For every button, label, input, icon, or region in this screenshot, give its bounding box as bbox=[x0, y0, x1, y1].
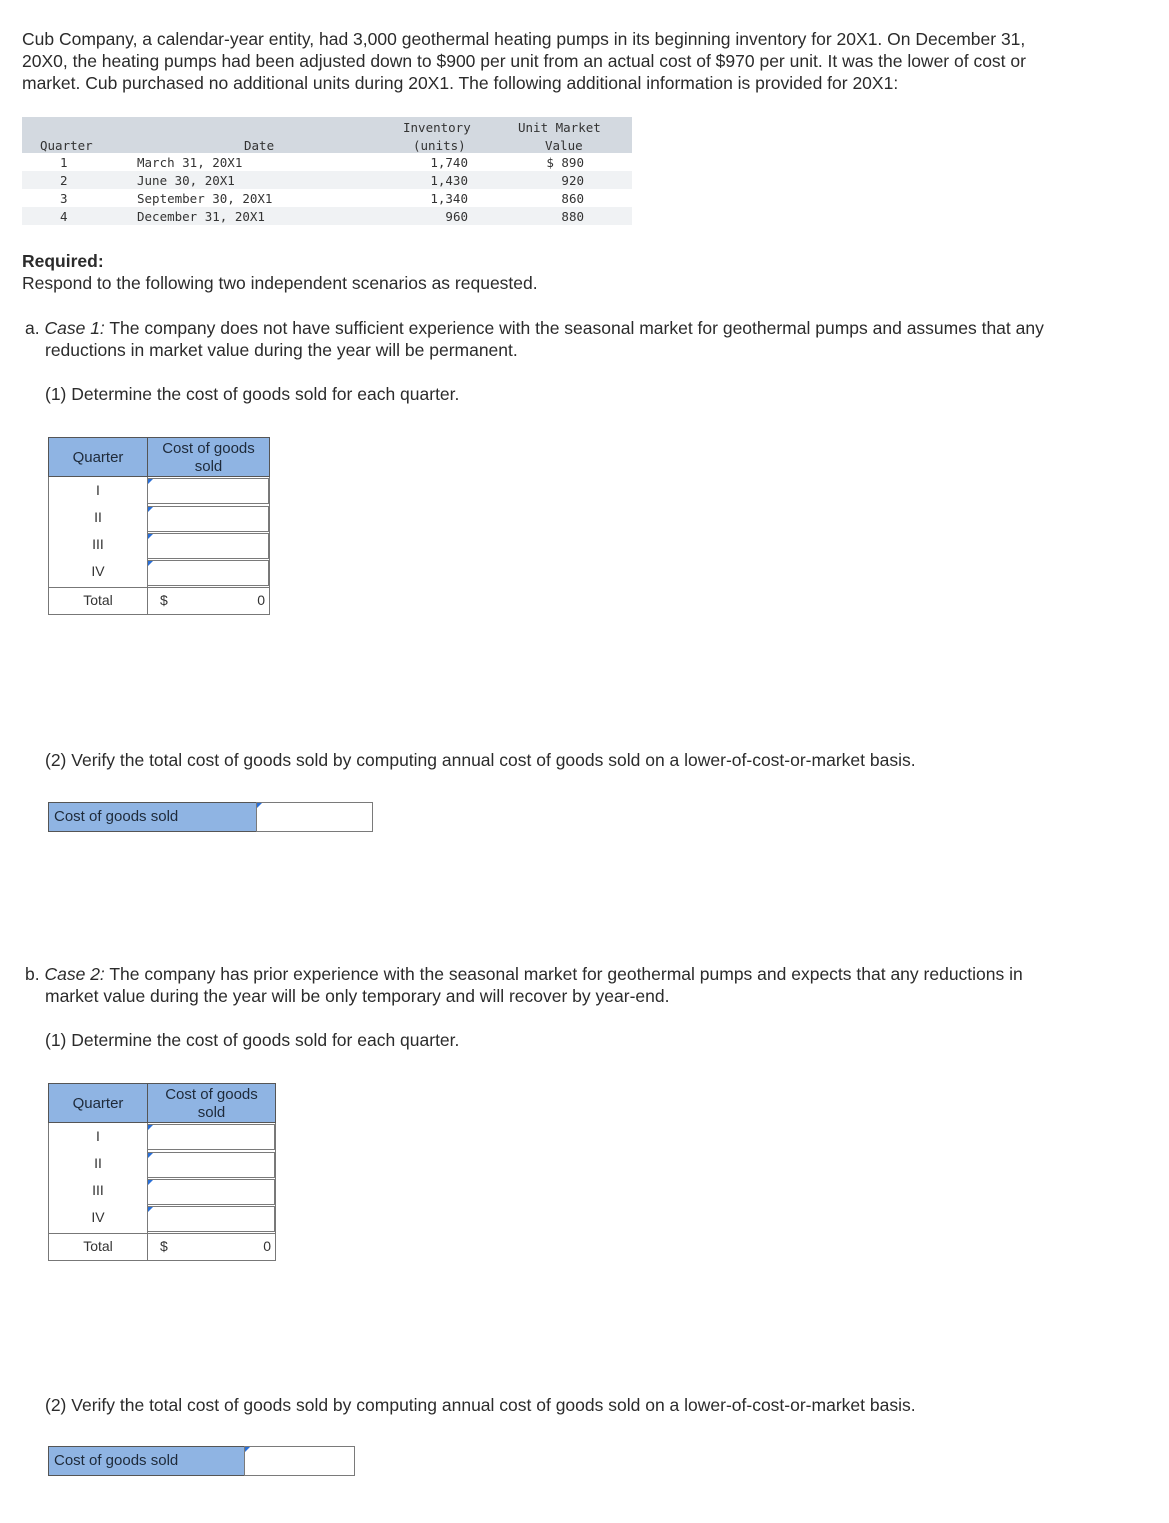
col-header-cogs: Cost of goods bbox=[165, 1086, 258, 1103]
quarter-label: III bbox=[92, 1182, 104, 1198]
case-a-cogs-label: Cost of goods sold bbox=[48, 802, 257, 832]
row-inventory: 960 bbox=[445, 209, 468, 224]
case-b-cogs-label: Cost of goods sold bbox=[48, 1446, 245, 1476]
row-quarter: 4 bbox=[60, 209, 68, 224]
currency-symbol: $ bbox=[160, 592, 168, 608]
row-inventory: 1,740 bbox=[430, 155, 468, 170]
quarter-label: IV bbox=[91, 563, 105, 579]
info-row bbox=[22, 153, 632, 171]
case-a-annual-cogs-input[interactable] bbox=[256, 802, 373, 832]
case-a-label: Case 1: bbox=[44, 318, 105, 338]
row-quarter: 3 bbox=[60, 191, 68, 206]
case-a-question-2: (2) Verify the total cost of goods sold by computing annual cost of goods sold on a lower-of-cost-or-market basis. bbox=[45, 750, 916, 770]
cogs-input-q2[interactable] bbox=[147, 1152, 275, 1178]
cogs-input-q4[interactable] bbox=[147, 560, 269, 586]
info-row bbox=[22, 189, 632, 207]
quarter-label: III bbox=[92, 536, 104, 552]
total-label: Total bbox=[83, 1238, 113, 1254]
row-market-value: 860 bbox=[561, 191, 584, 206]
row-date: September 30, 20X1 bbox=[137, 191, 273, 206]
row-date: March 31, 20X1 bbox=[137, 155, 243, 170]
intro-line-2: 20X0, the heating pumps had been adjusted down to $900 per unit from an actual cost of $970 per unit. It was the lower of cost or bbox=[22, 51, 1026, 71]
cogs-input-q3[interactable] bbox=[147, 1179, 275, 1205]
row-market-value: 880 bbox=[561, 209, 584, 224]
quarter-label: I bbox=[96, 482, 100, 498]
case-b-line-1 bbox=[25, 963, 1023, 985]
row-date: June 30, 20X1 bbox=[137, 173, 235, 188]
intro-line-3: market. Cub purchased no additional units during 20X1. The following additional information is provided for 20X1: bbox=[22, 73, 899, 93]
quarter-label: IV bbox=[91, 1209, 105, 1225]
case-b-line-2: market value during the year will be only temporary and will recover by year-end. bbox=[45, 986, 670, 1006]
case-b-question-1: (1) Determine the cost of goods sold for each quarter. bbox=[45, 1030, 460, 1050]
row-quarter: 2 bbox=[60, 173, 68, 188]
row-quarter: 1 bbox=[60, 155, 68, 170]
currency-symbol: $ bbox=[160, 1238, 168, 1254]
quarter-label: II bbox=[94, 1155, 102, 1171]
case-a-prefix: a. bbox=[25, 318, 40, 338]
col-header-cogs: Cost of goods bbox=[162, 440, 255, 457]
cogs-input-q3[interactable] bbox=[147, 533, 269, 559]
case-b-question-2: (2) Verify the total cost of goods sold by computing annual cost of goods sold on a lower-of-cost-or-market basis. bbox=[45, 1395, 916, 1415]
total-value: 0 bbox=[257, 592, 265, 608]
header-value: Value bbox=[545, 138, 583, 153]
cogs-input-q2[interactable] bbox=[147, 506, 269, 532]
total-label: Total bbox=[83, 592, 113, 608]
cogs-input-q1[interactable] bbox=[147, 478, 269, 504]
info-row bbox=[22, 207, 632, 225]
quarter-label: I bbox=[96, 1128, 100, 1144]
case-a-line-2: reductions in market value during the year will be permanent. bbox=[45, 340, 518, 360]
case-b-desc-1: The company has prior experience with the seasonal market for geothermal pumps and expects that any reductions in bbox=[104, 964, 1023, 984]
header-quarter: Quarter bbox=[40, 138, 93, 153]
header-unit-market: Unit Market bbox=[518, 120, 601, 135]
intro-line-1: Cub Company, a calendar-year entity, had 3,000 geothermal heating pumps in its beginning inventory for 20X1. On December 31, bbox=[22, 29, 1026, 49]
cogs-input-q4[interactable] bbox=[147, 1206, 275, 1232]
row-date: December 31, 20X1 bbox=[137, 209, 265, 224]
header-inventory-units: (units) bbox=[413, 138, 466, 153]
case-a-line-1 bbox=[25, 317, 1044, 339]
header-date: Date bbox=[244, 138, 275, 153]
required-text: Respond to the following two independent scenarios as requested. bbox=[22, 273, 538, 293]
quarter-label: II bbox=[94, 509, 102, 525]
case-b-annual-cogs-input[interactable] bbox=[244, 1446, 355, 1476]
row-inventory: 1,340 bbox=[430, 191, 468, 206]
case-b-label: Case 2: bbox=[44, 964, 105, 984]
col-header-cogs-2: sold bbox=[197, 1104, 226, 1121]
info-row bbox=[22, 171, 632, 189]
total-value: 0 bbox=[263, 1238, 271, 1254]
col-header-quarter: Quarter bbox=[72, 449, 124, 466]
cogs-input-q1[interactable] bbox=[147, 1124, 275, 1150]
case-b-prefix: b. bbox=[25, 964, 40, 984]
row-market-value: 920 bbox=[561, 173, 584, 188]
case-a-desc-1: The company does not have sufficient experience with the seasonal market for geothermal pumps and assumes that any bbox=[104, 318, 1044, 338]
required-heading: Required: bbox=[22, 251, 104, 271]
case-a-question-1: (1) Determine the cost of goods sold for each quarter. bbox=[45, 384, 460, 404]
col-header-quarter: Quarter bbox=[72, 1095, 124, 1112]
header-inventory: Inventory bbox=[403, 120, 471, 135]
row-inventory: 1,430 bbox=[430, 173, 468, 188]
row-market-value: $ 890 bbox=[546, 155, 584, 170]
col-header-cogs-2: sold bbox=[194, 458, 223, 475]
